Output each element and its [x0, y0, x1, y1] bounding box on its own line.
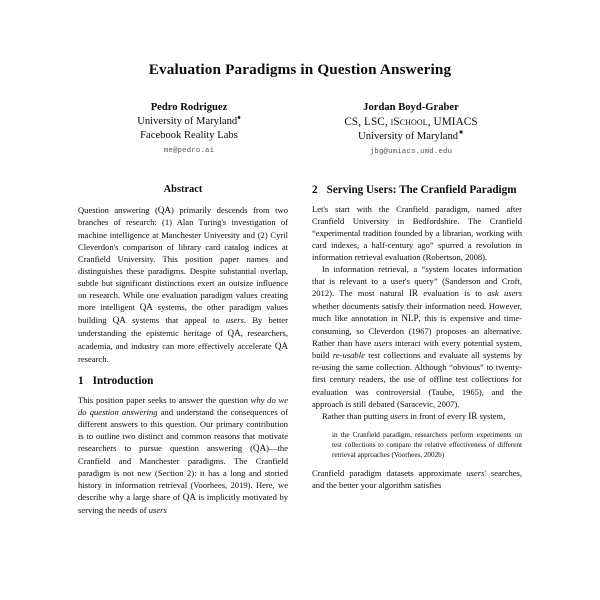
- column-left: [78, 184, 300, 600]
- column-right: [300, 184, 522, 600]
- affiliation-symbol: ♦: [237, 113, 241, 122]
- author-affiliation: [78, 115, 300, 129]
- paragraph: In information retrieval, a “system locates information that is relevant to a user's query” (Sanderson and Croft, 2012). The most natural IR evaluation is to ask users whether documents satisfy their information need. However, much like annotation in NLP, this is expensive and time-consuming, so Cleverdon (1967) proposes an alternative. Rather than have users interact with every potential system, build re-usable test collections and evaluate all systems by re-using the same collection. Although “obvious” to twenty-first century readers, the use of offline test collections for evaluation was controversial (Taube, 1965), and the approach is still debated (Saracevic, 2007).: [312, 264, 522, 409]
- abstract-text: Question answering (QA) primarily descends from two branches of research: (1) Alan Turing's investigation of machine intelligence at Manchester University and (2) Cyril Cleverdon's comparison of library card catalog indices at Cranfield University. This position paper names and distinguishes these paradigms. Despite substantial overlap, subtle but significant distinctions exert an outsize influence on research. While one evaluation paradigm values creating more intelligent QA systems, the other paradigm values building QA systems that appeal to users. By better understanding the epistemic heritage of QA, researchers, academia, and industry can more effectively accelerate QA research.: [78, 204, 288, 364]
- author-affiliation-secondary: Facebook Reality Labs: [140, 130, 238, 142]
- paragraph: This position paper seeks to answer the question why do we do question answering and understand the consequences of different answers to this question. Our primary contribution is to outline two distinct and common reasons that motivate researchers to pursue question answering (QA)—the Cranfield and Manchester paradigms. The Cranfield paradigm is not new (Section 2): it has a long and storied history in information retrieval (Voorhees, 2019). Here, we describe why a large share of QA is implicitly motivated by serving the needs of users: [78, 394, 289, 515]
- section-heading-cranfield: [312, 184, 522, 196]
- author-email[interactable]: jbg@umiacs.umd.edu: [369, 147, 453, 156]
- affiliation-text: University of Maryland: [137, 116, 238, 128]
- affiliation-text: University of Maryland: [358, 130, 459, 142]
- paragraph: Let's start with the Cranfield paradigm, named after Cranfield University in Bedfordshire. The Cranfield “experimental tradition founded by a librarian, working with card indexes, a half-century ago” spurred a revolution in information retrieval evaluation (Robertson, 2008).: [312, 203, 522, 262]
- author-name: Pedro Rodriguez: [150, 102, 228, 114]
- author-name: Jordan Boyd-Graber: [363, 102, 459, 114]
- author-affiliation-secondary: [300, 130, 522, 144]
- page-title: Evaluation Paradigms in Question Answering: [148, 61, 452, 78]
- author-affiliation: CS, LSC, iSchool, UMIACS: [344, 116, 478, 129]
- section-title: Serving Users: The Cranfield Paradigm: [326, 183, 517, 196]
- affiliation-symbol: ✷: [458, 128, 464, 137]
- section-number: 1: [78, 374, 84, 387]
- paragraph: Rather than putting users in front of every IR system,: [322, 410, 506, 421]
- author-email[interactable]: me@pedro.ai: [163, 147, 215, 156]
- paragraph: Cranfield paradigm datasets approximate users' searches, and the better your algorithm satisfies: [312, 467, 522, 490]
- author-block-2: [300, 101, 522, 157]
- section-title: Introduction: [92, 374, 154, 387]
- author-block-1: [78, 101, 300, 157]
- abstract-heading: Abstract: [163, 183, 203, 195]
- section-heading-introduction: [78, 375, 288, 387]
- author-list: [78, 101, 522, 157]
- blockquote: in the Cranfield paradigm, researchers perform experiments on test collections to compare the relative effectiveness of different retrieval approaches (Voorhees, 2002b): [332, 430, 522, 459]
- section-number: 2: [312, 183, 318, 196]
- body-columns: [78, 184, 522, 600]
